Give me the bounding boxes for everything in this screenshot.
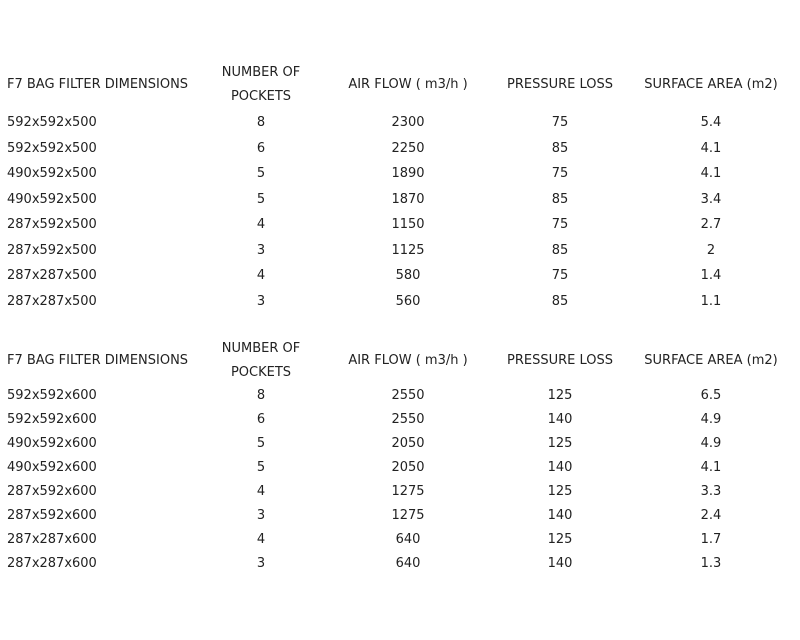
cell-surface-area: 1.3 [700, 556, 722, 571]
cell-air-flow: 2050 [391, 436, 425, 451]
cell-surface-area: 3.3 [700, 484, 722, 499]
cell-dimensions: 287x287x600 [7, 556, 97, 571]
cell-dimensions: 287x287x500 [7, 293, 97, 309]
cell-pockets: 5 [256, 460, 266, 475]
cell-surface-area: 5.4 [700, 115, 722, 130]
header-dimensions: F7 BAG FILTER DIMENSIONS [7, 77, 189, 92]
cell-pockets: 8 [256, 115, 266, 130]
cell-pockets: 5 [256, 166, 266, 181]
cell-surface-area: 3.4 [700, 191, 722, 207]
cell-surface-area: 1.1 [700, 293, 722, 309]
header-pockets-line2: POCKETS [230, 365, 292, 380]
cell-pockets: 6 [256, 412, 266, 427]
cell-dimensions: 490x592x500 [7, 191, 97, 207]
cell-pressure-loss: 140 [547, 460, 573, 475]
cell-pressure-loss: 125 [547, 388, 573, 403]
cell-dimensions: 287x287x500 [7, 268, 97, 283]
cell-dimensions: 287x592x500 [7, 242, 97, 258]
cell-dimensions: 592x592x600 [7, 412, 97, 427]
cell-dimensions: 490x592x500 [7, 166, 97, 181]
cell-dimensions: 287x287x600 [7, 532, 97, 547]
cell-surface-area: 4.1 [700, 166, 722, 181]
header-air-flow: AIR FLOW ( m3/h ) [348, 353, 468, 368]
cell-surface-area: 4.1 [700, 140, 722, 156]
cell-dimensions: 592x592x500 [7, 115, 97, 130]
cell-pressure-loss: 75 [551, 115, 569, 130]
header-pressure-loss: PRESSURE LOSS [507, 353, 613, 368]
cell-dimensions: 490x592x600 [7, 460, 97, 475]
cell-surface-area: 2.4 [700, 508, 722, 523]
cell-pressure-loss: 140 [547, 556, 573, 571]
cell-air-flow: 1870 [391, 191, 425, 207]
cell-pressure-loss: 85 [551, 242, 569, 258]
cell-surface-area: 2.7 [700, 217, 722, 232]
header-pockets [222, 65, 300, 105]
cell-air-flow: 1150 [391, 217, 425, 232]
cell-dimensions: 287x592x600 [7, 508, 97, 523]
cell-pockets: 6 [256, 140, 266, 156]
header-dimensions: F7 BAG FILTER DIMENSIONS [7, 353, 189, 368]
cell-pockets: 4 [256, 217, 266, 232]
cell-air-flow: 2250 [391, 140, 425, 156]
cell-pockets: 4 [256, 268, 266, 283]
cell-pressure-loss: 125 [547, 436, 573, 451]
cell-air-flow: 1275 [391, 484, 425, 499]
cell-pockets: 3 [256, 508, 266, 523]
cell-dimensions: 490x592x600 [7, 436, 97, 451]
header-pockets-line1: NUMBER OF [221, 341, 301, 356]
cell-dimensions: 592x592x600 [7, 388, 97, 403]
cell-air-flow: 2550 [391, 388, 425, 403]
cell-pockets: 4 [256, 484, 266, 499]
cell-dimensions: 287x592x600 [7, 484, 97, 499]
cell-pockets: 5 [256, 436, 266, 451]
cell-pressure-loss: 140 [547, 412, 573, 427]
cell-surface-area: 4.9 [700, 412, 722, 427]
cell-pockets: 8 [256, 388, 266, 403]
cell-air-flow: 560 [395, 293, 421, 309]
cell-air-flow: 580 [395, 268, 421, 283]
cell-pockets: 3 [256, 556, 266, 571]
header-pockets-line2: POCKETS [230, 89, 292, 104]
cell-air-flow: 2300 [391, 115, 425, 130]
cell-pressure-loss: 125 [547, 484, 573, 499]
cell-air-flow: 1890 [391, 166, 425, 181]
cell-surface-area: 4.9 [700, 436, 722, 451]
cell-pressure-loss: 125 [547, 532, 573, 547]
cell-pressure-loss: 85 [551, 293, 569, 309]
cell-pressure-loss: 75 [551, 268, 569, 283]
cell-pressure-loss: 85 [551, 191, 569, 207]
cell-pockets: 4 [256, 532, 266, 547]
cell-surface-area: 4.1 [700, 460, 722, 475]
header-pockets-line1: NUMBER OF [221, 65, 301, 80]
header-surface-area: SURFACE AREA (m2) [644, 77, 778, 92]
header-surface-area: SURFACE AREA (m2) [644, 353, 778, 368]
cell-pockets: 3 [256, 293, 266, 309]
cell-dimensions: 287x592x500 [7, 217, 97, 232]
header-pressure-loss: PRESSURE LOSS [507, 77, 613, 92]
header-pockets [222, 341, 300, 381]
cell-pressure-loss: 85 [551, 140, 569, 156]
header-air-flow: AIR FLOW ( m3/h ) [348, 77, 468, 92]
cell-pressure-loss: 75 [551, 217, 569, 232]
cell-dimensions: 592x592x500 [7, 140, 97, 156]
cell-surface-area: 2 [706, 242, 716, 258]
cell-pockets: 5 [256, 191, 266, 207]
cell-pressure-loss: 75 [551, 166, 569, 181]
cell-pockets: 3 [256, 242, 266, 258]
cell-surface-area: 6.5 [700, 388, 722, 403]
cell-air-flow: 2550 [391, 412, 425, 427]
cell-air-flow: 1275 [391, 508, 425, 523]
cell-air-flow: 640 [395, 532, 421, 547]
cell-pressure-loss: 140 [547, 508, 573, 523]
cell-surface-area: 1.4 [700, 268, 722, 283]
cell-surface-area: 1.7 [700, 532, 722, 547]
cell-air-flow: 2050 [391, 460, 425, 475]
cell-air-flow: 640 [395, 556, 421, 571]
cell-air-flow: 1125 [391, 242, 425, 258]
